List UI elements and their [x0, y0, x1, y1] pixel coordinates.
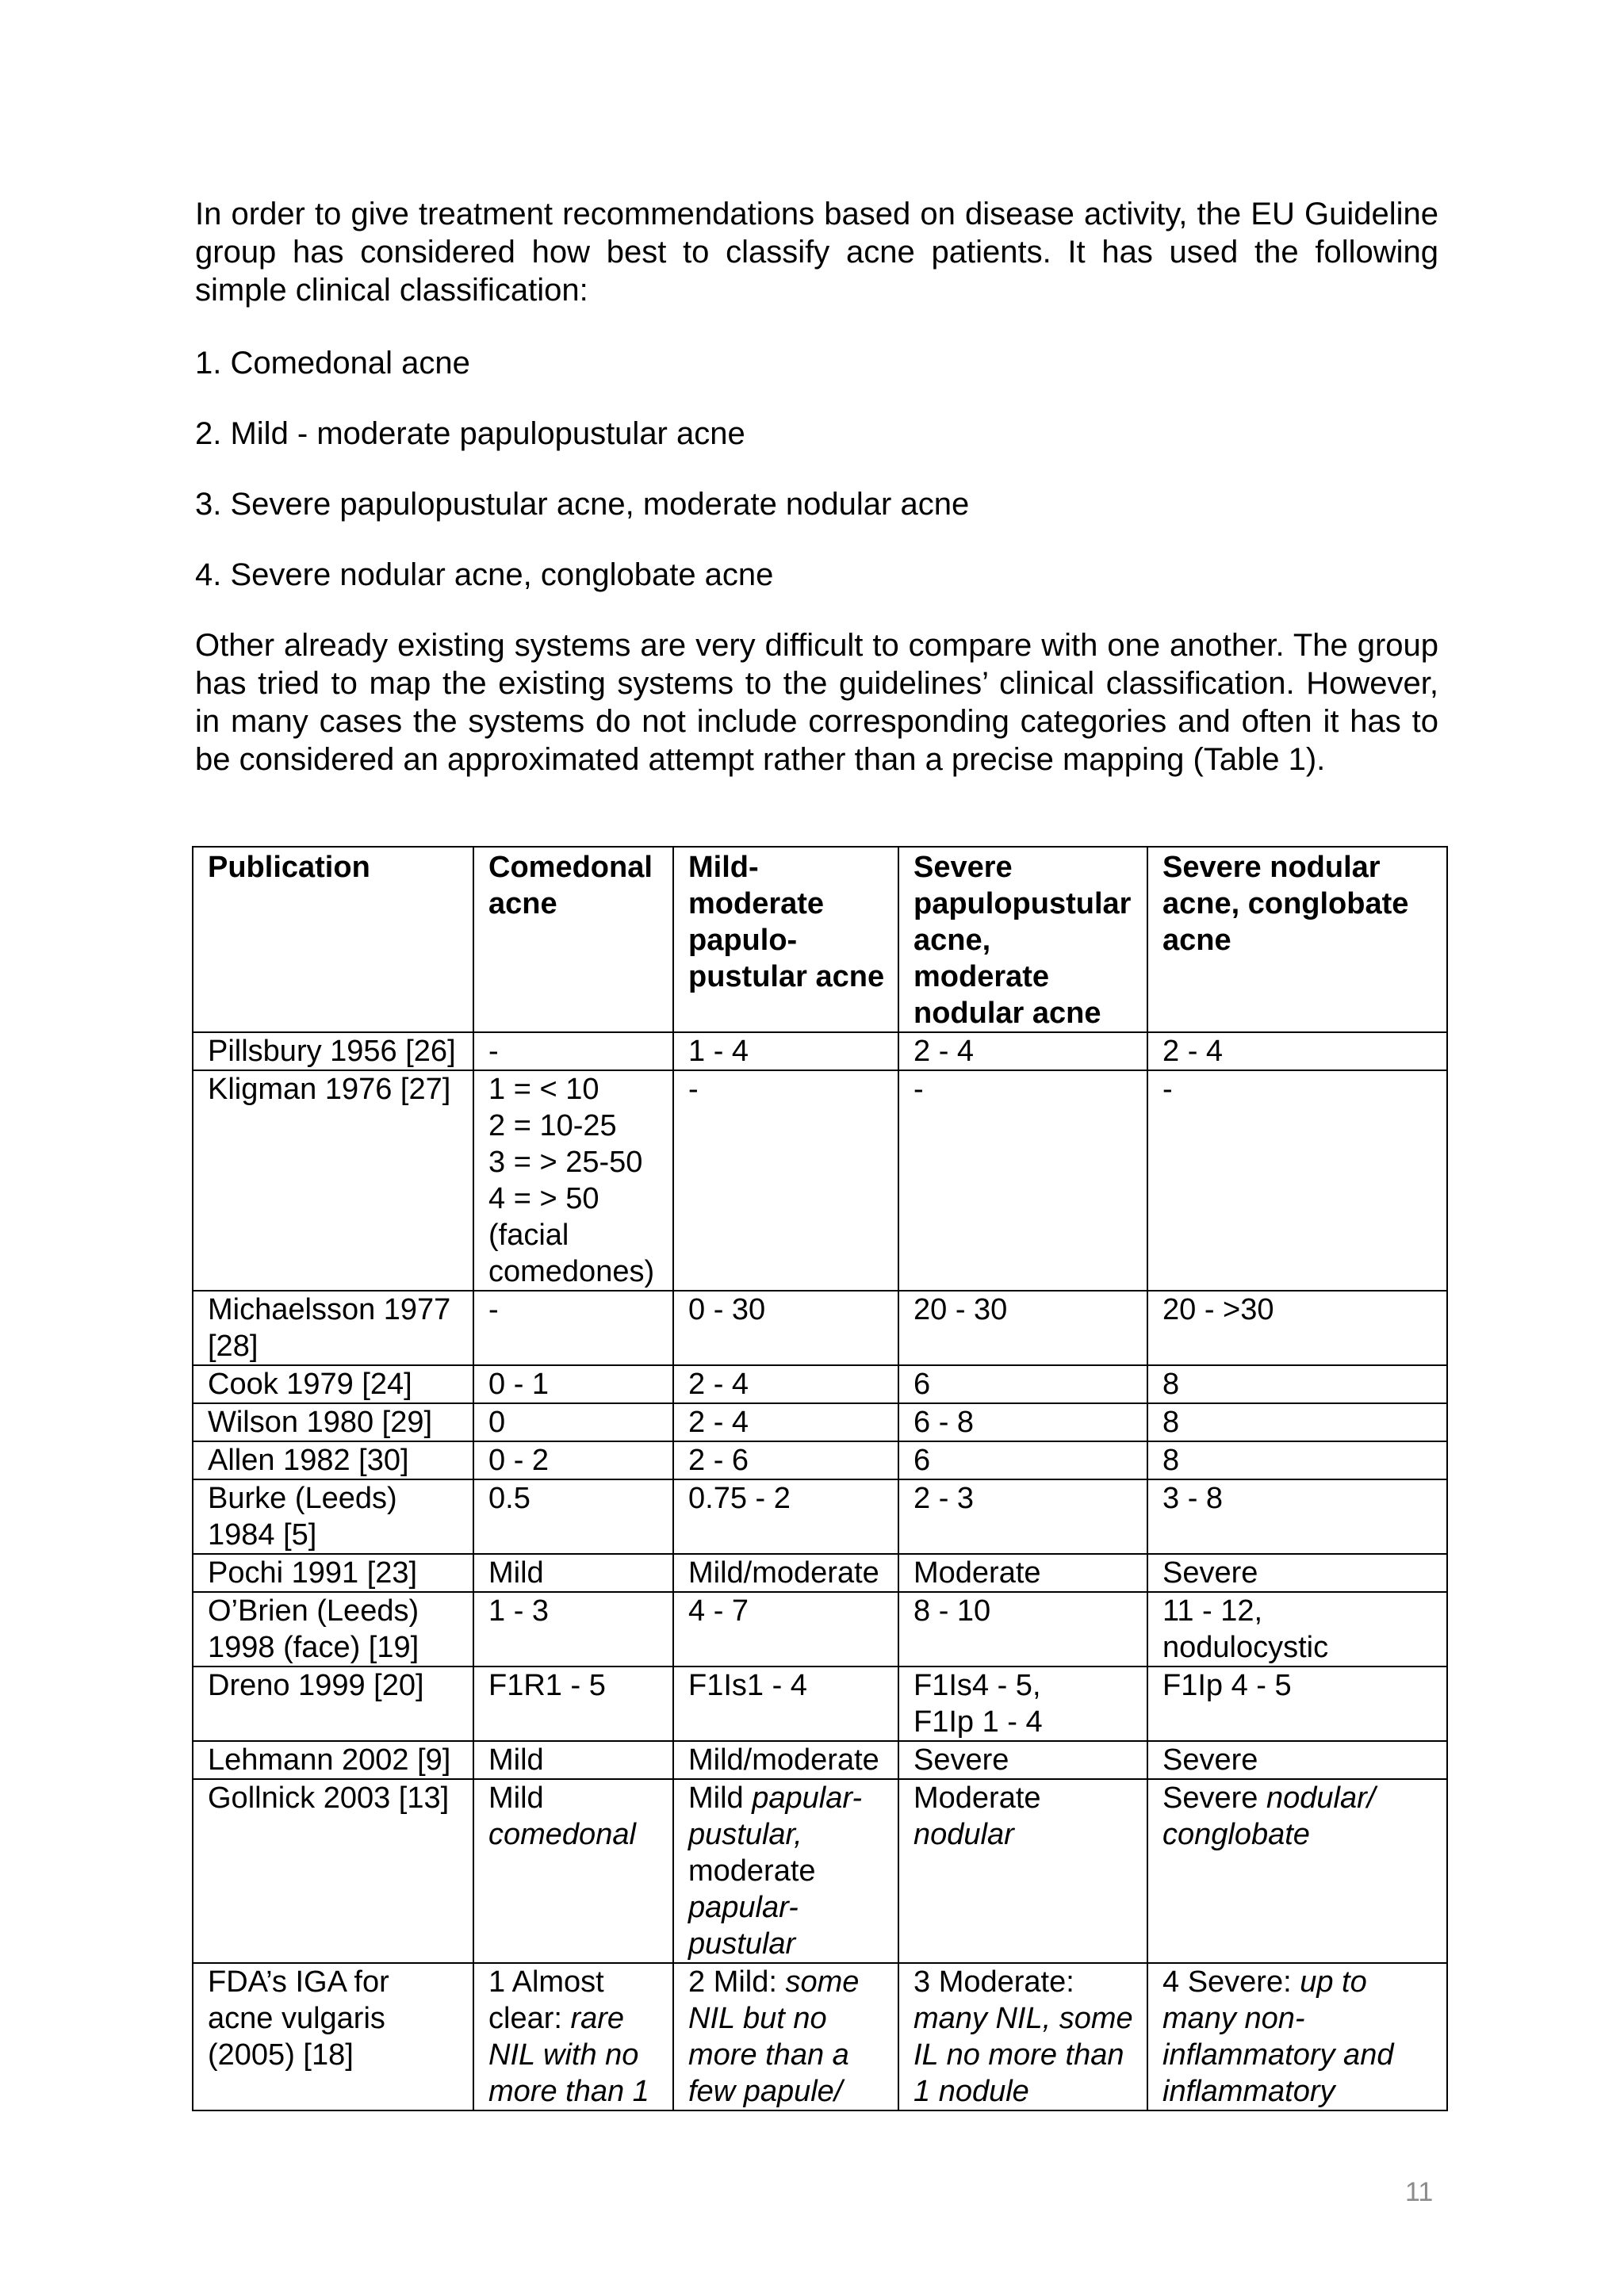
cell-severe-papulopustular — [898, 1963, 1147, 2110]
classification-item-4: 4. Severe nodular acne, conglobate acne — [195, 557, 774, 592]
header-mild-moderate: Mild- moderate papulo- pustular acne — [673, 847, 898, 1032]
table-row — [193, 1479, 1447, 1554]
cell-comedonal: 1 = < 10 2 = 10-25 3 = > 25-50 4 = > 50 (facial comedones) — [473, 1070, 673, 1291]
cell-publication: Wilson 1980 [29] — [193, 1403, 473, 1441]
cell-publication: Kligman 1976 [27] — [193, 1070, 473, 1291]
cell-severe-papulopustular: F1Is4 - 5, F1Ip 1 - 4 — [898, 1667, 1147, 1741]
table-row — [193, 1365, 1447, 1403]
cell-text: 2 Mild: — [688, 1965, 777, 1999]
cell-severe-nodular: 20 - >30 — [1147, 1291, 1447, 1365]
cell-severe-papulopustular: Moderate — [898, 1554, 1147, 1592]
cell-comedonal: - — [473, 1291, 673, 1365]
cell-mild-moderate: 0.75 - 2 — [673, 1479, 898, 1554]
cell-mild-moderate: 4 - 7 — [673, 1592, 898, 1667]
cell-publication: Gollnick 2003 [13] — [193, 1779, 473, 1963]
cell-text: moderate — [688, 1854, 816, 1888]
acne-classification-table — [192, 846, 1448, 2111]
cell-text: Mild — [488, 1781, 544, 1815]
cell-mild-moderate: Mild/moderate — [673, 1554, 898, 1592]
cell-mild-moderate: Mild/moderate — [673, 1741, 898, 1779]
cell-mild-moderate — [673, 1963, 898, 2110]
cell-publication: O’Brien (Leeds) 1998 (face) [19] — [193, 1592, 473, 1667]
header-severe-nodular: Severe nodular acne, conglobate acne — [1147, 847, 1447, 1032]
cell-publication: Burke (Leeds) 1984 [5] — [193, 1479, 473, 1554]
cell-mild-moderate: 2 - 4 — [673, 1403, 898, 1441]
cell-severe-papulopustular: 2 - 4 — [898, 1032, 1147, 1070]
cell-severe-nodular: Severe — [1147, 1554, 1447, 1592]
cell-text: Moderate — [914, 1781, 1041, 1815]
table-header-row — [193, 847, 1447, 1032]
table-row — [193, 1741, 1447, 1779]
cell-comedonal: 0 — [473, 1403, 673, 1441]
cell-text-italic: up to many non- inflammatory and inflammatory — [1162, 1965, 1394, 2108]
cell-text: Mild — [688, 1781, 744, 1815]
cell-publication: Pillsbury 1956 [26] — [193, 1032, 473, 1070]
table-row — [193, 1592, 1447, 1667]
cell-comedonal: 0 - 1 — [473, 1365, 673, 1403]
cell-comedonal: 0 - 2 — [473, 1441, 673, 1479]
cell-comedonal: F1R1 - 5 — [473, 1667, 673, 1741]
cell-severe-nodular — [1147, 1779, 1447, 1963]
cell-comedonal — [473, 1963, 673, 2110]
cell-severe-papulopustular: Severe — [898, 1741, 1147, 1779]
cell-mild-moderate — [673, 1779, 898, 1963]
cell-comedonal — [473, 1779, 673, 1963]
cell-publication: Cook 1979 [24] — [193, 1365, 473, 1403]
classification-item-3: 3. Severe papulopustular acne, moderate nodular acne — [195, 487, 970, 522]
table-row — [193, 1291, 1447, 1365]
intro-paragraph: In order to give treatment recommendations based on disease activity, the EU Guideline group has considered how best to classify acne patients. It has used the following simple clinical classification: — [195, 197, 1438, 308]
cell-severe-nodular: 8 — [1147, 1441, 1447, 1479]
cell-mild-moderate: 0 - 30 — [673, 1291, 898, 1365]
cell-mild-moderate: 1 - 4 — [673, 1032, 898, 1070]
cell-severe-papulopustular: 6 - 8 — [898, 1403, 1147, 1441]
cell-comedonal: Mild — [473, 1741, 673, 1779]
cell-severe-nodular: 8 — [1147, 1403, 1447, 1441]
table-row-gollnick — [193, 1779, 1447, 1963]
cell-severe-papulopustular: 20 - 30 — [898, 1291, 1147, 1365]
cell-severe-papulopustular: 6 — [898, 1365, 1147, 1403]
table-row — [193, 1554, 1447, 1592]
table-row — [193, 1667, 1447, 1741]
cell-comedonal: 1 - 3 — [473, 1592, 673, 1667]
cell-severe-nodular: 11 - 12, nodulocystic — [1147, 1592, 1447, 1667]
cell-severe-nodular: 8 — [1147, 1365, 1447, 1403]
cell-publication: Allen 1982 [30] — [193, 1441, 473, 1479]
table-row-fda — [193, 1963, 1447, 2110]
cell-severe-nodular: 3 - 8 — [1147, 1479, 1447, 1554]
cell-comedonal: 0.5 — [473, 1479, 673, 1554]
cell-text-italic: papular- pustular, — [688, 1781, 862, 1851]
cell-text: 4 Severe: — [1162, 1965, 1292, 1999]
cell-publication: Pochi 1991 [23] — [193, 1554, 473, 1592]
cell-severe-nodular: Severe — [1147, 1741, 1447, 1779]
header-comedonal: Comedonal acne — [473, 847, 673, 1032]
cell-text-italic: papular- pustular — [688, 1891, 799, 1961]
cell-severe-papulopustular — [898, 1779, 1147, 1963]
cell-mild-moderate: 2 - 4 — [673, 1365, 898, 1403]
cell-text-italic: nodular — [914, 1818, 1014, 1851]
cell-severe-papulopustular: 8 - 10 — [898, 1592, 1147, 1667]
classification-item-1: 1. Comedonal acne — [195, 346, 470, 381]
table-row — [193, 1032, 1447, 1070]
cell-publication: FDA’s IGA for acne vulgaris (2005) [18] — [193, 1963, 473, 2110]
page-number: 11 — [1405, 2177, 1434, 2207]
header-publication: Publication — [193, 847, 473, 1032]
cell-publication: Dreno 1999 [20] — [193, 1667, 473, 1741]
cell-severe-nodular: F1Ip 4 - 5 — [1147, 1667, 1447, 1741]
cell-text-italic: many NIL, some IL no more than 1 nodule — [914, 2002, 1133, 2108]
cell-text-italic: rare NIL with no more than 1 — [488, 2002, 649, 2108]
cell-text: 1 Almost clear: — [488, 1965, 604, 2035]
classification-item-2: 2. Mild - moderate papulopustular acne — [195, 416, 745, 451]
cell-text-italic: comedonal — [488, 1818, 636, 1851]
second-paragraph: Other already existing systems are very difficult to compare with one another. The group has tried to map the existing systems to the guidelines’ clinical classification. However, in many cases the systems do not include corresponding categories and often it has to be considered an approximated attempt rather than a precise mapping (Table 1). — [195, 628, 1438, 777]
header-severe-papulopustular: Severe papulopustular acne, moderate nodular acne — [898, 847, 1147, 1032]
cell-severe-papulopustular: 6 — [898, 1441, 1147, 1479]
table-row — [193, 1070, 1447, 1291]
cell-text: 3 Moderate: — [914, 1965, 1074, 1999]
cell-severe-nodular: 2 - 4 — [1147, 1032, 1447, 1070]
cell-comedonal: Mild — [473, 1554, 673, 1592]
table-row — [193, 1441, 1447, 1479]
cell-severe-papulopustular: - — [898, 1070, 1147, 1291]
cell-severe-papulopustular: 2 - 3 — [898, 1479, 1147, 1554]
cell-text-italic: nodular/ conglobate — [1162, 1781, 1376, 1851]
cell-mild-moderate: - — [673, 1070, 898, 1291]
cell-mild-moderate: 2 - 6 — [673, 1441, 898, 1479]
cell-severe-nodular — [1147, 1963, 1447, 2110]
cell-mild-moderate: F1Is1 - 4 — [673, 1667, 898, 1741]
cell-comedonal: - — [473, 1032, 673, 1070]
cell-severe-nodular: - — [1147, 1070, 1447, 1291]
table-row — [193, 1403, 1447, 1441]
cell-text-italic: some NIL but no more than a few papule/ — [688, 1965, 860, 2108]
cell-publication: Michaelsson 1977 [28] — [193, 1291, 473, 1365]
cell-text: Severe — [1162, 1781, 1258, 1815]
cell-publication: Lehmann 2002 [9] — [193, 1741, 473, 1779]
